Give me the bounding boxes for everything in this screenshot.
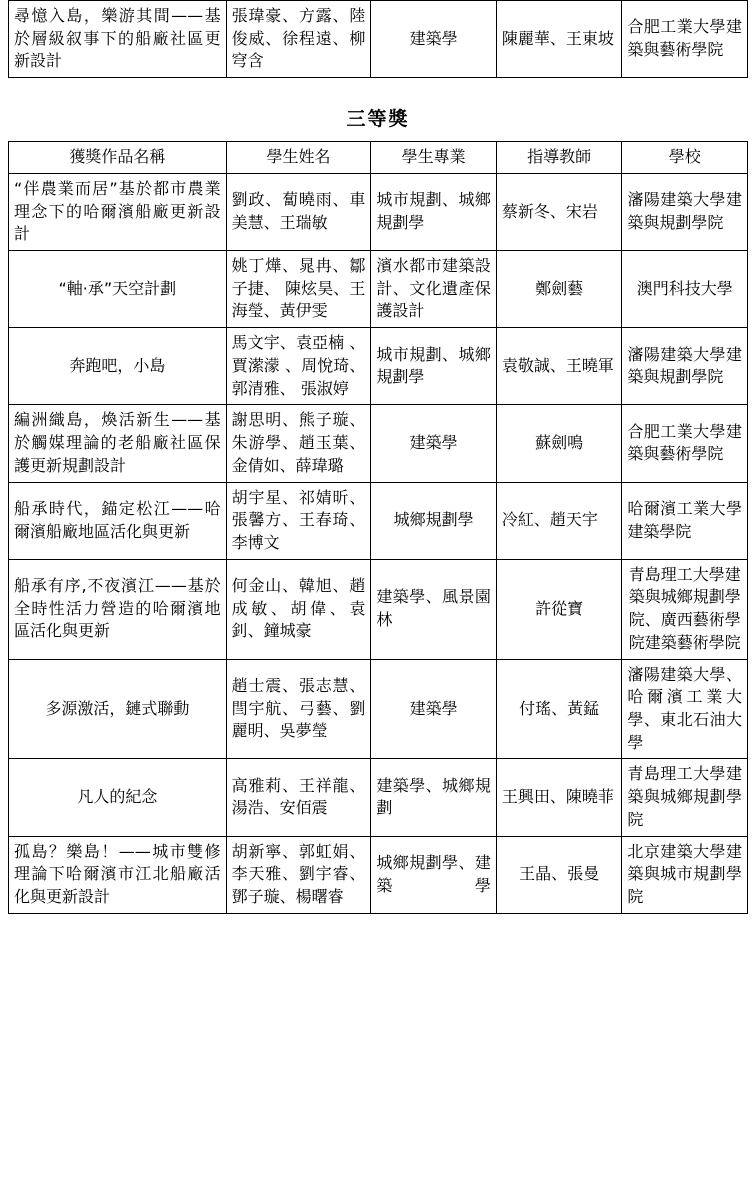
major-cell: 城鄉規劃學、建築學 <box>371 836 497 913</box>
header-school: 學校 <box>622 142 748 174</box>
major-cell: 城市規劃、城鄉規劃學 <box>371 328 497 405</box>
major-cell: 濱水都市建築設計、文化遺產保護設計 <box>371 251 497 328</box>
table-row <box>9 328 748 405</box>
major-cell: 建築學、風景園林 <box>371 559 497 659</box>
teachers-cell: 王興田、陳曉菲 <box>496 759 622 836</box>
continued-awards-table <box>8 0 748 78</box>
teachers-cell: 蔡新冬、宋岩 <box>496 173 622 250</box>
table-row <box>9 759 748 836</box>
work-title-cell: “伴農業而居”基於都市農業理念下的哈爾濱船廠更新設計 <box>9 173 227 250</box>
header-student-name: 學生姓名 <box>226 142 371 174</box>
section-title: 三等獎 <box>346 108 410 131</box>
students-cell: 胡宇星、祁婧昕、張馨方、王春琦、李博文 <box>226 482 371 559</box>
teachers-cell: 袁敬誠、王曉軍 <box>496 328 622 405</box>
school-cell: 澳門科技大學 <box>622 251 748 328</box>
table-row <box>9 405 748 482</box>
school-cell: 哈爾濱工業大學建築學院 <box>622 482 748 559</box>
work-title-cell: 多源激活，鏈式聯動 <box>9 659 227 759</box>
work-title-cell: 奔跑吧，小島 <box>9 328 227 405</box>
table-row <box>9 659 748 759</box>
school-cell: 合肥工業大學建築與藝術學院 <box>622 1 748 78</box>
table-row <box>9 173 748 250</box>
major-cell: 建築學、城鄉規劃 <box>371 759 497 836</box>
students-cell: 何金山、韓旭、趙成敏、胡偉、袁釗、鐘城豪 <box>226 559 371 659</box>
table-row <box>9 559 748 659</box>
students-cell: 劉政、蔔曉雨、車美慧、王瑞敏 <box>226 173 371 250</box>
teachers-cell: 王晶、張曼 <box>496 836 622 913</box>
students-cell: 姚丁燁、晁冉、鄒子捷、 陳炫昊、王海瑩、黃伊雯 <box>226 251 371 328</box>
work-title-cell: “軸·承”天空計劃 <box>9 251 227 328</box>
major-cell: 建築學 <box>371 659 497 759</box>
students-cell: 胡新寧、郭虹娟、李天雅、劉宇睿、鄧子璇、楊曙睿 <box>226 836 371 913</box>
school-cell: 青島理工大學建築與城鄉規劃學院、廣西藝術學院建築藝術學院 <box>622 559 748 659</box>
third-prize-table <box>8 141 748 914</box>
work-title-cell: 編洲織島，煥活新生——基於觸媒理論的老船廠社區保護更新規劃設計 <box>9 405 227 482</box>
school-cell: 瀋陽建築大學建築與規劃學院 <box>622 173 748 250</box>
header-work-title: 獲獎作品名稱 <box>9 142 227 174</box>
table-row <box>9 482 748 559</box>
teachers-cell: 陳麗華、王東坡 <box>496 1 622 78</box>
table-row <box>9 1 748 78</box>
students-cell: 張瑋豪、方露、陸俊威、徐程遠、柳穹含 <box>226 1 371 78</box>
teachers-cell: 蘇劍鳴 <box>496 405 622 482</box>
work-title-cell: 船承時代，錨定松江——哈爾濱船廠地區活化與更新 <box>9 482 227 559</box>
table-header-row <box>9 142 748 174</box>
teachers-cell: 付瑤、黃錳 <box>496 659 622 759</box>
teachers-cell: 許從寶 <box>496 559 622 659</box>
students-cell: 趙士震、張志慧、閆宇航、弓藝、劉麗明、吳夢瑩 <box>226 659 371 759</box>
major-cell: 建築學 <box>371 405 497 482</box>
school-cell: 北京建築大學建築與城市規劃學院 <box>622 836 748 913</box>
students-cell: 高雅莉、王祥龍、湯浩、安佰震 <box>226 759 371 836</box>
school-cell: 瀋陽建築大學建築與規劃學院 <box>622 328 748 405</box>
school-cell: 瀋陽建築大學、哈爾濱工業大學、東北石油大學 <box>622 659 748 759</box>
major-cell: 建築學 <box>371 1 497 78</box>
work-title-cell: 船承有序,不夜濱江——基於全時性活力營造的哈爾濱地區活化與更新 <box>9 559 227 659</box>
table-row <box>9 836 748 913</box>
work-title-cell: 孤島？樂島！——城市雙修理論下哈爾濱市江北船廠活化與更新設計 <box>9 836 227 913</box>
header-student-major: 學生專業 <box>371 142 497 174</box>
major-cell: 城市規劃、城鄉規劃學 <box>371 173 497 250</box>
teachers-cell: 鄭劍藝 <box>496 251 622 328</box>
table-row <box>9 251 748 328</box>
major-cell: 城鄉規劃學 <box>371 482 497 559</box>
students-cell: 馬文宇、袁亞楠 、賈潆濛 、周悅琦、 郭清雅、 張淑婷 <box>226 328 371 405</box>
work-title-cell: 凡人的紀念 <box>9 759 227 836</box>
teachers-cell: 冷紅、趙天宇 <box>496 482 622 559</box>
school-cell: 合肥工業大學建築與藝術學院 <box>622 405 748 482</box>
work-title-cell: 尋憶入島，樂游其間——基於層級叙事下的船廠社區更新設計 <box>9 1 227 78</box>
students-cell: 謝思明、熊子璇、朱游學、趙玉葉、金倩如、薛瑋璐 <box>226 405 371 482</box>
school-cell: 青島理工大學建築與城鄉規劃學院 <box>622 759 748 836</box>
header-advisor: 指導教師 <box>496 142 622 174</box>
